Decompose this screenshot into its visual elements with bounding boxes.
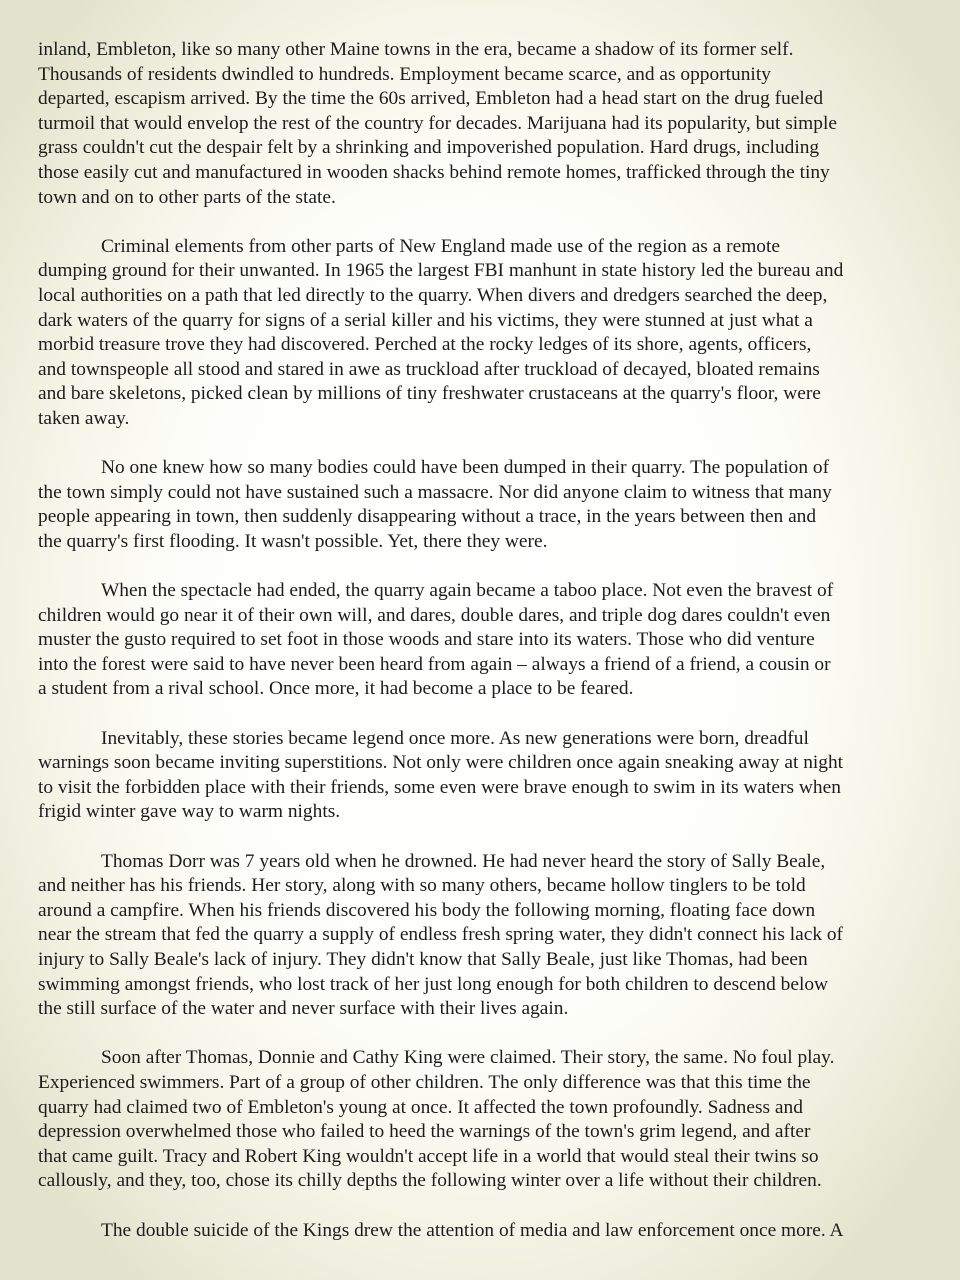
- text-line: to visit the forbidden place with their friends, some even were brave enough to swim in its waters when: [38, 776, 841, 798]
- text-line: Thousands of residents dwindled to hundreds. Employment became scarce, and as opportunity: [38, 63, 771, 85]
- paragraph-5: [38, 727, 926, 825]
- paragraph-8: [38, 1219, 926, 1244]
- text-line: children would go near it of their own will, and dares, double dares, and triple dog dares couldn't even: [38, 604, 831, 626]
- text-line: and townspeople all stood and stared in awe as truckload after truckload of decayed, bloated remains: [38, 358, 820, 380]
- text-line: those easily cut and manufactured in wooden shacks behind remote homes, trafficked through the tiny: [38, 161, 830, 183]
- text-line: grass couldn't cut the despair felt by a shrinking and impoverished population. Hard drugs, including: [38, 137, 820, 159]
- paragraph-4: [38, 579, 926, 702]
- text-line: morbid treasure trove they had discovered. Perched at the rocky ledges of its shore, agents, officers,: [38, 334, 812, 356]
- text-line: frigid winter gave way to warm nights.: [38, 801, 341, 823]
- paragraph-7: [38, 1046, 926, 1194]
- text-line: that came guilt. Tracy and Robert King wouldn't accept life in a world that would steal their twins so: [38, 1145, 819, 1167]
- text-line: dumping ground for their unwanted. In 1965 the largest FBI manhunt in state history led the bureau and: [38, 260, 844, 282]
- text-line: injury to Sally Beale's lack of injury. They didn't know that Sally Beale, just like Thomas, had been: [38, 948, 808, 970]
- text-line: quarry had claimed two of Embleton's young at once. It affected the town profoundly. Sadness and: [38, 1096, 803, 1118]
- text-line: the town simply could not have sustained such a massacre. Nor did anyone claim to witness that many: [38, 481, 832, 503]
- text-line: the still surface of the water and never surface with their lives again.: [38, 998, 569, 1020]
- text-line: turmoil that would envelop the rest of the country for decades. Marijuana had its popularity, but simple: [38, 112, 837, 134]
- text-line: swimming amongst friends, who lost track of her just long enough for both children to descend below: [38, 973, 829, 995]
- text-line: depression overwhelmed those who failed to heed the warnings of the town's grim legend, and after: [38, 1121, 811, 1143]
- paragraph-2: [38, 235, 926, 432]
- document-body: [38, 38, 926, 1268]
- text-line: taken away.: [38, 407, 130, 429]
- paragraph-1: [38, 38, 926, 210]
- text-line: Soon after Thomas, Donnie and Cathy King were claimed. Their story, the same. No foul play.: [101, 1047, 835, 1069]
- text-line: No one knew how so many bodies could have been dumped in their quarry. The population of: [101, 457, 830, 479]
- text-line: Inevitably, these stories became legend once more. As new generations were born, dreadful: [101, 727, 809, 749]
- text-line: The double suicide of the Kings drew the attention of media and law enforcement once more. A: [101, 1219, 844, 1241]
- text-line: town and on to other parts of the state.: [38, 186, 336, 208]
- text-line: Criminal elements from other parts of New England made use of the region as a remote: [101, 235, 780, 257]
- paragraph-6: [38, 850, 926, 1022]
- text-line: Thomas Dorr was 7 years old when he drowned. He had never heard the story of Sally Beale,: [101, 850, 826, 872]
- text-line: into the forest were said to have never been heard from again – always a friend of a friend, a cousin or: [38, 653, 831, 675]
- text-line: local authorities on a path that led directly to the quarry. When divers and dredgers searched the deep,: [38, 284, 828, 306]
- text-line: around a campfire. When his friends discovered his body the following morning, floating face down: [38, 899, 816, 921]
- text-line: a student from a rival school. Once more, it had become a place to be feared.: [38, 678, 634, 700]
- text-line: warnings soon became inviting superstitions. Not only were children once again sneaking away at night: [38, 752, 844, 774]
- text-line: the quarry's first flooding. It wasn't possible. Yet, there they were.: [38, 530, 548, 552]
- text-line: muster the gusto required to set foot in those woods and stare into its waters. Those who did venture: [38, 629, 815, 651]
- text-line: departed, escapism arrived. By the time the 60s arrived, Embleton had a head start on the drug fueled: [38, 88, 824, 110]
- text-line: and neither has his friends. Her story, along with so many others, became hollow tinglers to be told: [38, 875, 806, 897]
- text-line: When the spectacle had ended, the quarry again became a taboo place. Not even the bravest of: [101, 580, 834, 602]
- text-line: and bare skeletons, picked clean by millions of tiny freshwater crustaceans at the quarry's floor, were: [38, 383, 821, 405]
- text-line: callously, and they, too, chose its chilly depths the following winter over a life without their children.: [38, 1170, 822, 1192]
- text-line: Experienced swimmers. Part of a group of other children. The only difference was that this time the: [38, 1071, 811, 1093]
- text-line: people appearing in town, then suddenly disappearing without a trace, in the years between then and: [38, 506, 817, 528]
- text-line: near the stream that fed the quarry a supply of endless fresh spring water, they didn't connect his lack of: [38, 924, 844, 946]
- text-line: dark waters of the quarry for signs of a serial killer and his victims, they were stunned at just what a: [38, 309, 813, 331]
- paragraph-3: [38, 456, 926, 554]
- text-line: inland, Embleton, like so many other Maine towns in the era, became a shadow of its former self.: [38, 39, 794, 60]
